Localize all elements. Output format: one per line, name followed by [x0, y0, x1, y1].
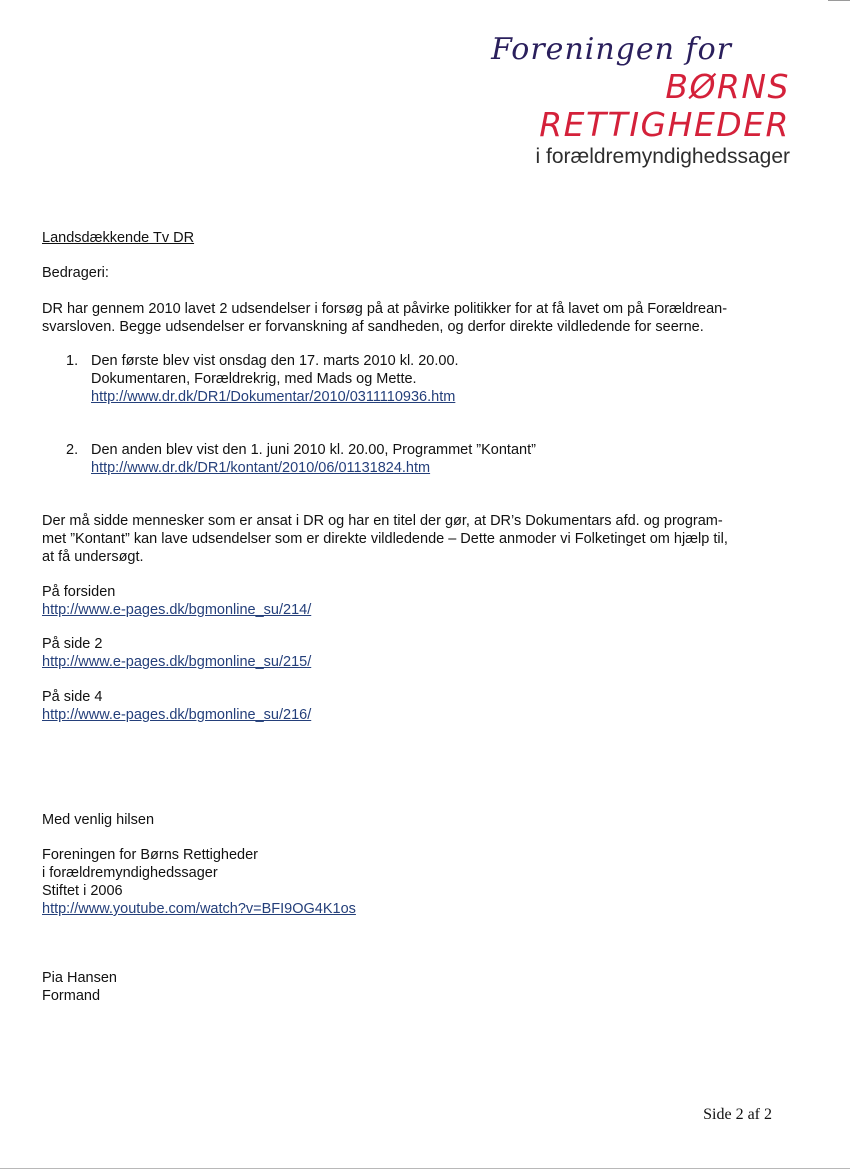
reference-label: På forsiden [42, 584, 116, 600]
scan-edge-mark [828, 0, 850, 1]
request-line-1: Der må sidde mennesker som er ansat i DR og har en titel der gør, at DR’s Dokumentars afd. og program- [42, 513, 723, 529]
letterhead-script-line: Foreningen for [491, 32, 732, 67]
letter-subject: Bedrageri: [42, 265, 109, 281]
list-item-2 [66, 441, 536, 477]
signature-title: Formand [42, 988, 101, 1004]
list-item-1-link[interactable]: http://www.dr.dk/DR1/Dokumentar/2010/0311110936.htm [91, 389, 456, 405]
organization-line-3: Stiftet i 2006 [42, 883, 123, 899]
reference-link[interactable]: http://www.e-pages.dk/bgmonline_su/214/ [42, 602, 312, 618]
list-item-1-line-2: Dokumentaren, Forældrekrig, med Mads og Mette. [91, 371, 417, 387]
request-line-3: at få undersøgt. [42, 549, 144, 565]
reference-forside [42, 583, 311, 619]
letterhead-sub-line: i forældremyndighedssager [535, 145, 790, 168]
reference-label: På side 4 [42, 689, 103, 705]
letter-heading: Landsdækkende Tv DR [42, 230, 195, 246]
closing-greeting: Med venlig hilsen [42, 812, 155, 828]
intro-line-2: svarsloven. Begge udsendelser er forvanskning af sandheden, og derfor direkte vildledende for seerne. [42, 319, 704, 335]
letterhead-logo [430, 30, 790, 170]
list-item-2-link[interactable]: http://www.dr.dk/DR1/kontant/2010/06/01131824.htm [91, 460, 431, 476]
reference-link[interactable]: http://www.e-pages.dk/bgmonline_su/215/ [42, 654, 312, 670]
organization-link[interactable]: http://www.youtube.com/watch?v=BFI9OG4K1os [42, 901, 356, 917]
list-item-1-line-1: Den første blev vist onsdag den 17. marts 2010 kl. 20.00. [91, 353, 459, 369]
organization-line-2: i forældremyndighedssager [42, 865, 218, 881]
intro-line-1: DR har gennem 2010 lavet 2 udsendelser i forsøg på at påvirke politikker for at få lavet om på Forældrean- [42, 301, 728, 317]
signature-name: Pia Hansen [42, 970, 117, 986]
list-item-2-line-1: Den anden blev vist den 1. juni 2010 kl. 20.00, Programmet ”Kontant” [91, 442, 536, 458]
list-item-number: 2. [66, 442, 79, 458]
request-paragraph [42, 512, 728, 566]
reference-label: På side 2 [42, 636, 103, 652]
organization-block [42, 846, 356, 918]
letterhead-main-line: BØRNS RETTIGHEDER [539, 67, 790, 144]
list-item-1 [66, 352, 459, 406]
organization-line-1: Foreningen for Børns Rettigheder [42, 847, 258, 863]
signature-block [42, 969, 117, 1005]
reference-side-4 [42, 688, 311, 724]
reference-side-2 [42, 635, 311, 671]
scan-edge-line [0, 1168, 850, 1169]
list-item-number: 1. [66, 353, 79, 369]
intro-paragraph [42, 300, 727, 336]
reference-link[interactable]: http://www.e-pages.dk/bgmonline_su/216/ [42, 707, 312, 723]
request-line-2: met ”Kontant” kan lave udsendelser som er direkte vildledende – Dette anmoder vi Folketinget om hjælp til, [42, 531, 728, 547]
page-number: Side 2 af 2 [703, 1106, 772, 1123]
